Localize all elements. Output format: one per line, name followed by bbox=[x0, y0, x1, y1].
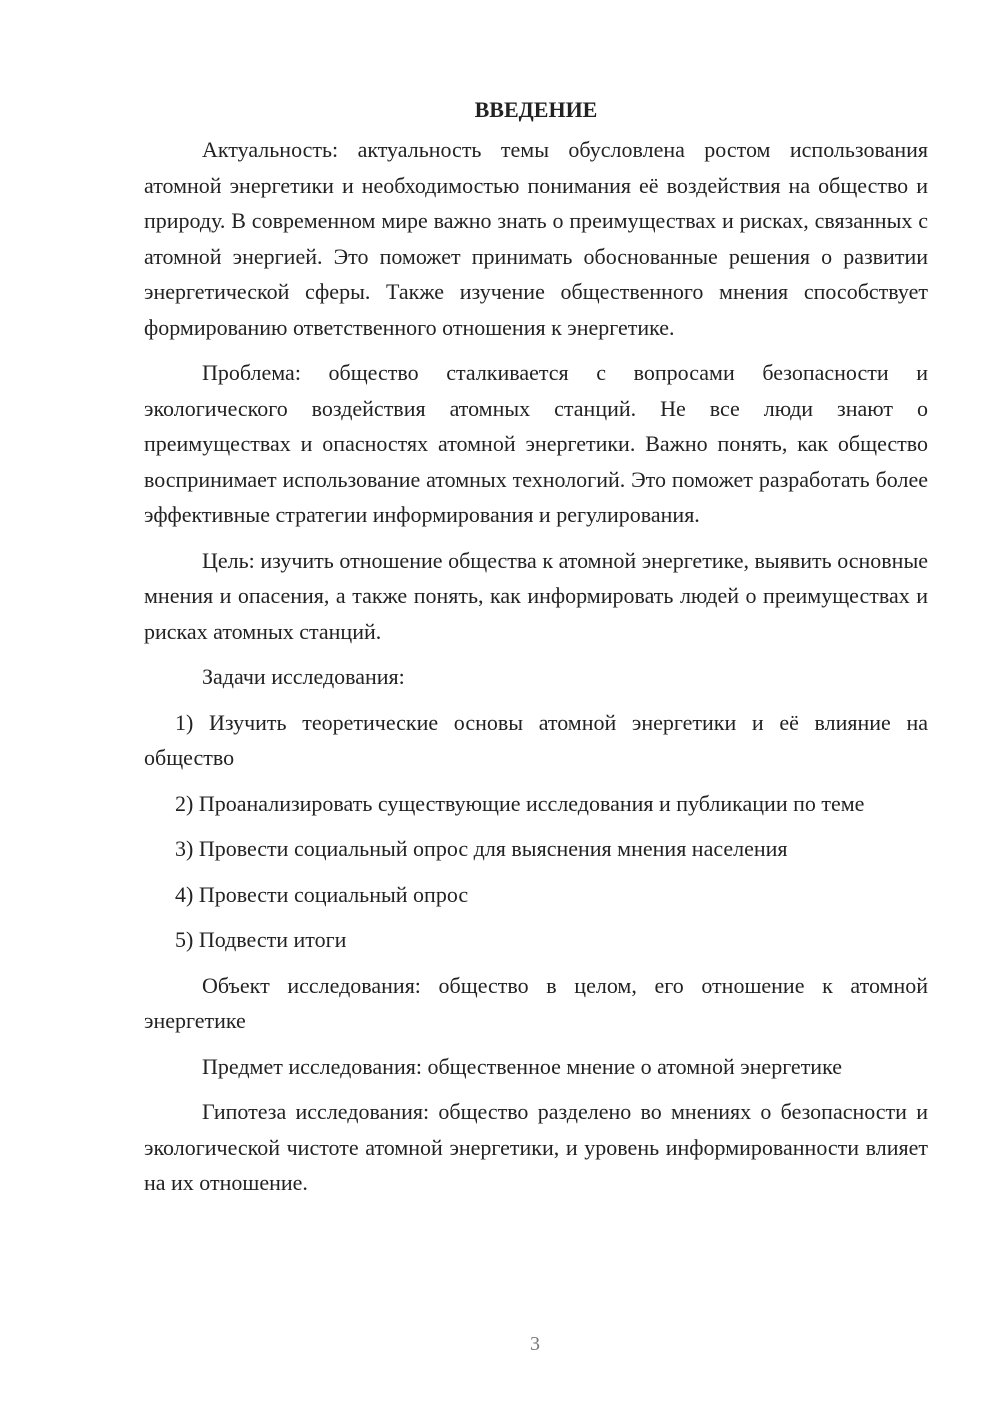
task-item: 3) Провести социальный опрос для выяснения мнения населения bbox=[175, 836, 788, 861]
page-number: 3 bbox=[530, 1333, 540, 1355]
goal-paragraph: Цель: изучить отношение общества к атомной энергетике, выявить основные мнения и опасения, а также понять, как информировать людей о преимуществах и рисках атомных станций. bbox=[144, 547, 928, 644]
task-item: 1) Изучить теоретические основы атомной энергетики и её влияние на общество bbox=[144, 709, 928, 770]
hypothesis-paragraph: Гипотеза исследования: общество разделено во мнениях о безопасности и экологической чистоте атомной энергетики, и уровень информированности влияет на их отношение. bbox=[144, 1099, 928, 1195]
problem-paragraph: Проблема: общество сталкивается с вопросами безопасности и экологического воздействия атомных станций. Не все люди знают о преимуществах и опасностях атомной энергетики. Важно понять, как общество воспринимает использование атомных технологий. Это поможет разработать более эффективные стратегии информирования и регулирования. bbox=[144, 360, 928, 527]
task-item: 5) Подвести итоги bbox=[175, 927, 347, 952]
subject-paragraph: Предмет исследования: общественное мнение о атомной энергетике bbox=[202, 1053, 842, 1079]
relevance-paragraph: Актуальность: актуальность темы обусловлена ростом использования атомной энергетики и необходимостью понимания её воздействия на общество и природу. В современном мире важно знать о преимуществах и рисках, связанных с атомной энергией. Это поможет принимать обоснованные решения о развитии энергетической сферы. Также изучение общественного мнения способствует формированию ответственного отношения к энергетике. bbox=[144, 137, 928, 340]
task-item: 4) Провести социальный опрос bbox=[175, 881, 469, 907]
document-page bbox=[144, 92, 928, 1201]
task-item: 2) Проанализировать существующие исследования и публикации по теме bbox=[175, 790, 865, 816]
tasks-heading: Задачи исследования: bbox=[202, 664, 405, 689]
page-title: ВВЕДЕНИЕ bbox=[474, 97, 598, 122]
object-paragraph: Объект исследования: общество в целом, его отношение к атомной энергетике bbox=[144, 972, 928, 1033]
tasks-list bbox=[144, 705, 928, 958]
